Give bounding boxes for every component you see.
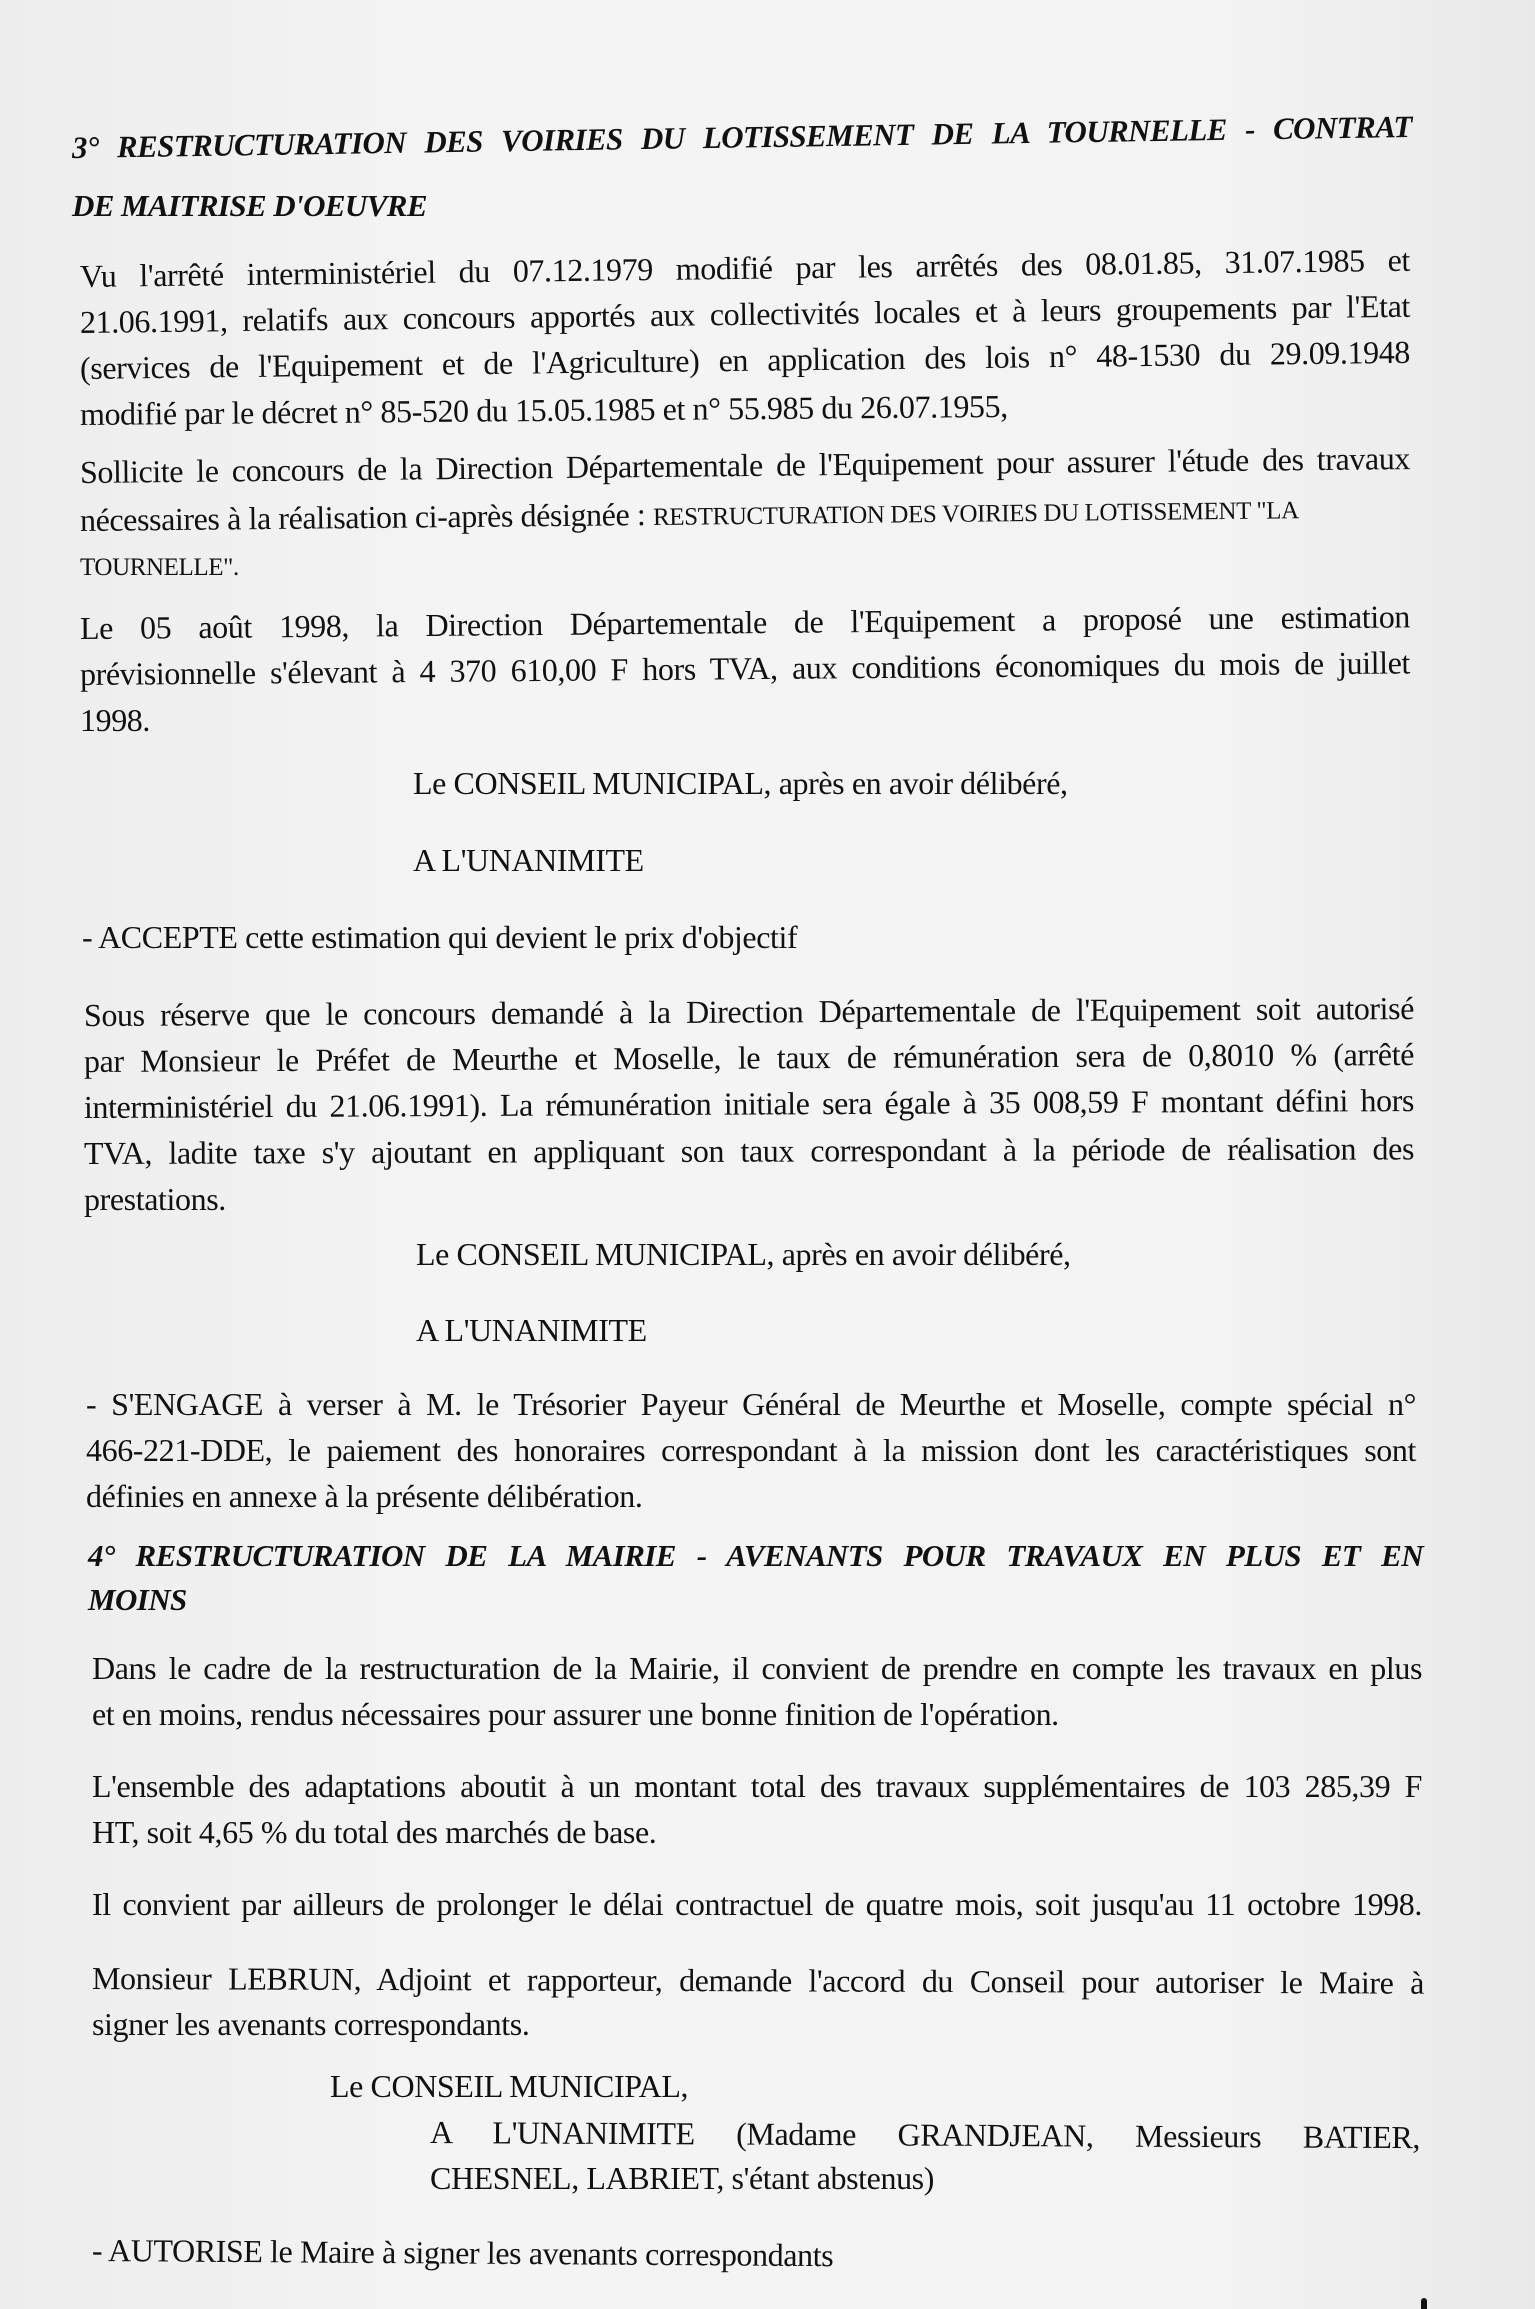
- decision-2-result-line-1: - S'ENGAGE à verser à M. le Trésorier Payeur Général de Meurthe et Moselle, compte spécial n°: [86, 1386, 1416, 1422]
- paragraph-vu-line-2: 21.06.1991, relatifs aux concours apportés aux collectivités locales et à leurs groupements par l'Etat: [79, 287, 1411, 340]
- paragraph-cadre-line-1: Dans le cadre de la restructuration de la Mairie, il convient de prendre en compte les travaux en plus: [92, 1650, 1422, 1686]
- decision-1-result: - ACCEPTE cette estimation qui devient le prix d'objectif: [82, 919, 798, 955]
- paragraph-lebrun-line-2: signer les avenants correspondants.: [92, 2006, 530, 2042]
- paragraph-ensemble-line-1: L'ensemble des adaptations aboutit à un montant total des travaux supplémentaires de 103 285,39 F: [92, 1768, 1422, 1804]
- decision-2-result-line-2: 466-221-DDE, le paiement des honoraires correspondant à la mission dont les caractéristiques sont: [86, 1432, 1416, 1468]
- decision-2-result-line-3: définies en annexe à la présente délibération.: [86, 1478, 643, 1514]
- paragraph-reserve-line-1: Sous réserve que le concours demandé à la Direction Départementale de l'Equipement soit autorisé: [83, 990, 1415, 1033]
- decision-4-council: Le CONSEIL MUNICIPAL,: [330, 2068, 689, 2104]
- paragraph-vu-line-1: Vu l'arrêté interministériel du 07.12.1979 modifié par les arrêtés des 08.01.85, 31.07.1985 et: [79, 241, 1411, 294]
- paragraph-reserve-line-2: par Monsieur le Préfet de Meurthe et Moselle, le taux de rémunération sera de 0,8010 % (arrêté: [83, 1036, 1415, 1079]
- paragraph-sollicite-line-3: TOURNELLE".: [80, 554, 239, 581]
- section-4-title-line-1: 4° RESTRUCTURATION DE LA MAIRIE - AVENANTS POUR TRAVAUX EN PLUS ET EN: [88, 1538, 1423, 1573]
- decision-1-vote: A L'UNANIMITE: [413, 842, 644, 878]
- section-3-title-line-2: DE MAITRISE D'OEUVRE: [72, 188, 427, 223]
- decision-1-council: Le CONSEIL MUNICIPAL, après en avoir délibéré,: [413, 765, 1068, 801]
- paragraph-sollicite-line-2: [80, 487, 1299, 544]
- paragraph-estimation-line-1: Le 05 août 1998, la Direction Départementale de l'Equipement a proposé une estimation: [79, 598, 1411, 646]
- decision-2-vote: A L'UNANIMITE: [416, 1312, 647, 1348]
- paragraph-sollicite-prefix: nécessaires à la réalisation ci-après désignée :: [79, 496, 654, 538]
- paragraph-delai: Il convient par ailleurs de prolonger le délai contractuel de quatre mois, soit jusqu'au 11 octobre 1998.: [92, 1886, 1422, 1922]
- paragraph-estimation-line-2: prévisionnelle s'élevant à 4 370 610,00 F hors TVA, aux conditions économiques du mois de juillet: [79, 644, 1411, 692]
- paragraph-cadre-line-2: et en moins, rendus nécessaires pour assurer une bonne finition de l'opération.: [92, 1696, 1059, 1732]
- paragraph-sollicite-line-1: Sollicite le concours de la Direction Départementale de l'Equipement pour assurer l'étude des travaux: [79, 440, 1411, 490]
- paragraph-reserve-line-4: TVA, ladite taxe s'y ajoutant en appliquant son taux correspondant à la période de réalisation des: [83, 1130, 1415, 1171]
- project-name-caps: RESTRUCTURATION DES VOIRIES DU LOTISSEMENT "LA: [652, 497, 1299, 531]
- section-4-title-line-2: MOINS: [88, 1582, 187, 1617]
- decision-4-vote-line-2: CHESNEL, LABRIET, s'étant abstenus): [430, 2160, 934, 2196]
- decision-4-vote-line-1: A L'UNANIMITE (Madame GRANDJEAN, Messieurs BATIER,: [429, 2114, 1421, 2156]
- paragraph-estimation-line-3: 1998.: [80, 702, 151, 738]
- paragraph-ensemble-line-2: HT, soit 4,65 % du total des marchés de base.: [92, 1814, 657, 1850]
- paragraph-reserve-line-5: prestations.: [84, 1181, 226, 1217]
- decision-2-council: Le CONSEIL MUNICIPAL, après en avoir délibéré,: [416, 1236, 1071, 1272]
- paragraph-lebrun-line-1: Monsieur LEBRUN, Adjoint et rapporteur, demande l'accord du Conseil pour autoriser le Maire à: [91, 1960, 1425, 2001]
- section-3-title-line-1: 3° RESTRUCTURATION DES VOIRIES DU LOTISSEMENT DE LA TOURNELLE - CONTRAT: [71, 108, 1413, 165]
- paragraph-reserve-line-3: interministériel du 21.06.1991). La rémunération initiale sera égale à 35 008,59 F montant défini hors: [83, 1082, 1415, 1125]
- paragraph-vu-line-3: (services de l'Equipement et de l'Agriculture) en application des lois n° 48-1530 du 29.09.1948: [79, 333, 1411, 386]
- decision-4-result: - AUTORISE le Maire à signer les avenants correspondants: [91, 2232, 834, 2274]
- page-number-mark: [1421, 2298, 1427, 2309]
- paragraph-vu-line-4: modifié par le décret n° 85-520 du 15.05.1985 et n° 55.985 du 26.07.1955,: [79, 387, 1008, 432]
